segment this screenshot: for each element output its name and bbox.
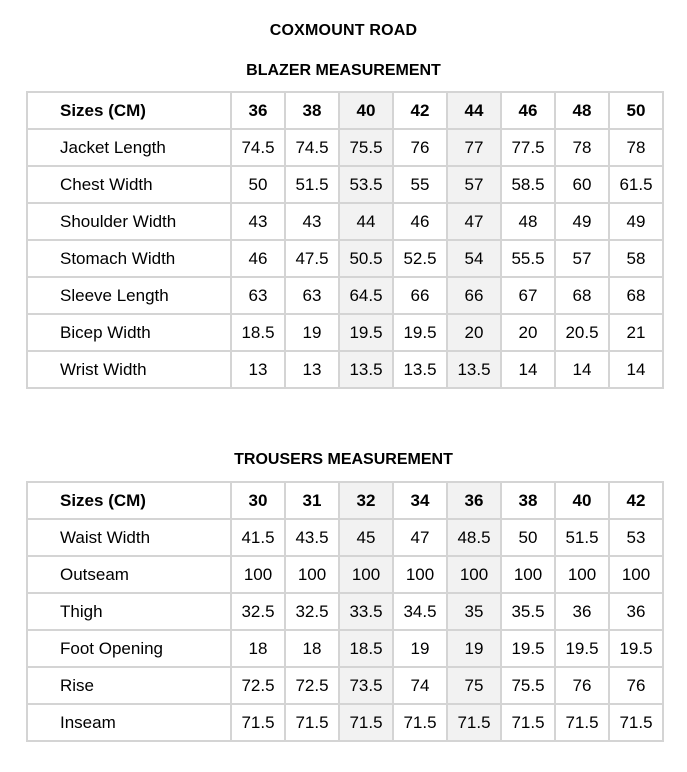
measurement-value: 48 [501,203,555,240]
sizes-header-label: Sizes (CM) [27,482,231,519]
measurement-value: 68 [609,277,663,314]
measurement-value: 48.5 [447,519,501,556]
measurement-value: 60 [555,166,609,203]
measurement-label: Thigh [27,593,231,630]
size-header: 31 [285,482,339,519]
size-header: 42 [609,482,663,519]
measurement-label: Shoulder Width [27,203,231,240]
measurement-value: 68 [555,277,609,314]
measurement-value: 61.5 [609,166,663,203]
measurement-value: 47 [393,519,447,556]
measurement-value: 19.5 [393,314,447,351]
measurement-value: 100 [555,556,609,593]
measurement-label: Sleeve Length [27,277,231,314]
sizes-header-label: Sizes (CM) [27,92,231,129]
measurement-value: 100 [285,556,339,593]
measurement-value: 71.5 [501,704,555,741]
blazer-section-title: BLAZER MEASUREMENT [246,62,441,79]
measurement-value: 51.5 [285,166,339,203]
size-header: 46 [501,92,555,129]
measurement-value: 18.5 [231,314,285,351]
measurement-value: 100 [609,556,663,593]
measurement-label: Inseam [27,704,231,741]
measurement-value: 54 [447,240,501,277]
measurement-value: 45 [339,519,393,556]
measurement-value: 71.5 [339,704,393,741]
measurement-value: 66 [447,277,501,314]
measurement-value: 46 [393,203,447,240]
measurement-value: 72.5 [285,667,339,704]
measurement-value: 55.5 [501,240,555,277]
table-row [27,166,663,203]
size-header: 32 [339,482,393,519]
measurement-label: Foot Opening [27,630,231,667]
measurement-value: 33.5 [339,593,393,630]
measurement-value: 77.5 [501,129,555,166]
measurement-value: 100 [339,556,393,593]
measurement-value: 34.5 [393,593,447,630]
measurement-value: 63 [285,277,339,314]
measurement-value: 20 [501,314,555,351]
table-header-row [27,482,663,519]
measurement-value: 74 [393,667,447,704]
measurement-value: 18 [285,630,339,667]
measurement-value: 75 [447,667,501,704]
measurement-value: 35.5 [501,593,555,630]
size-header: 40 [555,482,609,519]
size-header: 30 [231,482,285,519]
measurement-value: 36 [609,593,663,630]
measurement-value: 66 [393,277,447,314]
measurement-value: 51.5 [555,519,609,556]
measurement-value: 20 [447,314,501,351]
measurement-value: 72.5 [231,667,285,704]
measurement-value: 63 [231,277,285,314]
size-header: 38 [285,92,339,129]
measurement-value: 100 [393,556,447,593]
measurement-value: 71.5 [231,704,285,741]
measurement-value: 57 [555,240,609,277]
size-header: 36 [447,482,501,519]
measurement-value: 76 [609,667,663,704]
measurement-value: 41.5 [231,519,285,556]
measurement-value: 21 [609,314,663,351]
measurement-value: 75.5 [339,129,393,166]
brand-title: COXMOUNT ROAD [269,22,418,39]
measurement-value: 13.5 [393,351,447,388]
measurement-value: 19 [285,314,339,351]
measurement-value: 20.5 [555,314,609,351]
measurement-value: 13.5 [447,351,501,388]
measurement-value: 78 [609,129,663,166]
table-row [27,314,663,351]
table-row [27,556,663,593]
table-row [27,351,663,388]
table-row [27,667,663,704]
measurement-value: 35 [447,593,501,630]
table-row [27,277,663,314]
measurement-value: 32.5 [231,593,285,630]
measurement-value: 19 [447,630,501,667]
measurement-value: 18 [231,630,285,667]
measurement-value: 19.5 [555,630,609,667]
measurement-value: 14 [609,351,663,388]
measurement-value: 19 [393,630,447,667]
measurement-value: 13 [231,351,285,388]
size-header: 42 [393,92,447,129]
measurement-value: 67 [501,277,555,314]
blazer-size-table [26,91,664,389]
measurement-value: 58 [609,240,663,277]
measurement-value: 100 [447,556,501,593]
measurement-value: 71.5 [555,704,609,741]
trousers-section-title: TROUSERS MEASUREMENT [234,451,453,468]
size-header: 44 [447,92,501,129]
measurement-value: 32.5 [285,593,339,630]
measurement-value: 53.5 [339,166,393,203]
measurement-value: 43 [231,203,285,240]
measurement-value: 49 [609,203,663,240]
measurement-value: 77 [447,129,501,166]
measurement-label: Waist Width [27,519,231,556]
measurement-label: Rise [27,667,231,704]
measurement-value: 58.5 [501,166,555,203]
measurement-value: 71.5 [609,704,663,741]
measurement-label: Bicep Width [27,314,231,351]
size-header: 50 [609,92,663,129]
measurement-value: 75.5 [501,667,555,704]
measurement-label: Jacket Length [27,129,231,166]
measurement-value: 19.5 [339,314,393,351]
table-row [27,129,663,166]
measurement-value: 19.5 [609,630,663,667]
size-header: 38 [501,482,555,519]
measurement-label: Stomach Width [27,240,231,277]
measurement-value: 100 [501,556,555,593]
measurement-value: 43.5 [285,519,339,556]
measurement-value: 64.5 [339,277,393,314]
measurement-value: 43 [285,203,339,240]
measurement-value: 71.5 [393,704,447,741]
measurement-value: 14 [555,351,609,388]
measurement-value: 53 [609,519,663,556]
measurement-value: 18.5 [339,630,393,667]
measurement-value: 57 [447,166,501,203]
measurement-value: 50 [501,519,555,556]
measurement-label: Chest Width [27,166,231,203]
table-row [27,519,663,556]
table-header-row [27,92,663,129]
measurement-value: 55 [393,166,447,203]
table-row [27,704,663,741]
measurement-value: 73.5 [339,667,393,704]
measurement-value: 74.5 [231,129,285,166]
table-row [27,593,663,630]
measurement-value: 76 [393,129,447,166]
measurement-label: Outseam [27,556,231,593]
measurement-value: 19.5 [501,630,555,667]
table-row [27,240,663,277]
measurement-value: 50.5 [339,240,393,277]
measurement-value: 71.5 [285,704,339,741]
measurement-value: 52.5 [393,240,447,277]
trousers-size-table [26,481,664,742]
measurement-value: 71.5 [447,704,501,741]
measurement-value: 46 [231,240,285,277]
size-header: 34 [393,482,447,519]
measurement-value: 13.5 [339,351,393,388]
measurement-value: 47 [447,203,501,240]
measurement-value: 44 [339,203,393,240]
measurement-value: 13 [285,351,339,388]
measurement-value: 74.5 [285,129,339,166]
measurement-value: 14 [501,351,555,388]
measurement-value: 76 [555,667,609,704]
size-header: 36 [231,92,285,129]
measurement-value: 49 [555,203,609,240]
measurement-value: 78 [555,129,609,166]
measurement-value: 50 [231,166,285,203]
table-row [27,203,663,240]
measurement-label: Wrist Width [27,351,231,388]
size-header: 40 [339,92,393,129]
measurement-value: 36 [555,593,609,630]
measurement-value: 47.5 [285,240,339,277]
measurement-value: 100 [231,556,285,593]
size-header: 48 [555,92,609,129]
table-row [27,630,663,667]
